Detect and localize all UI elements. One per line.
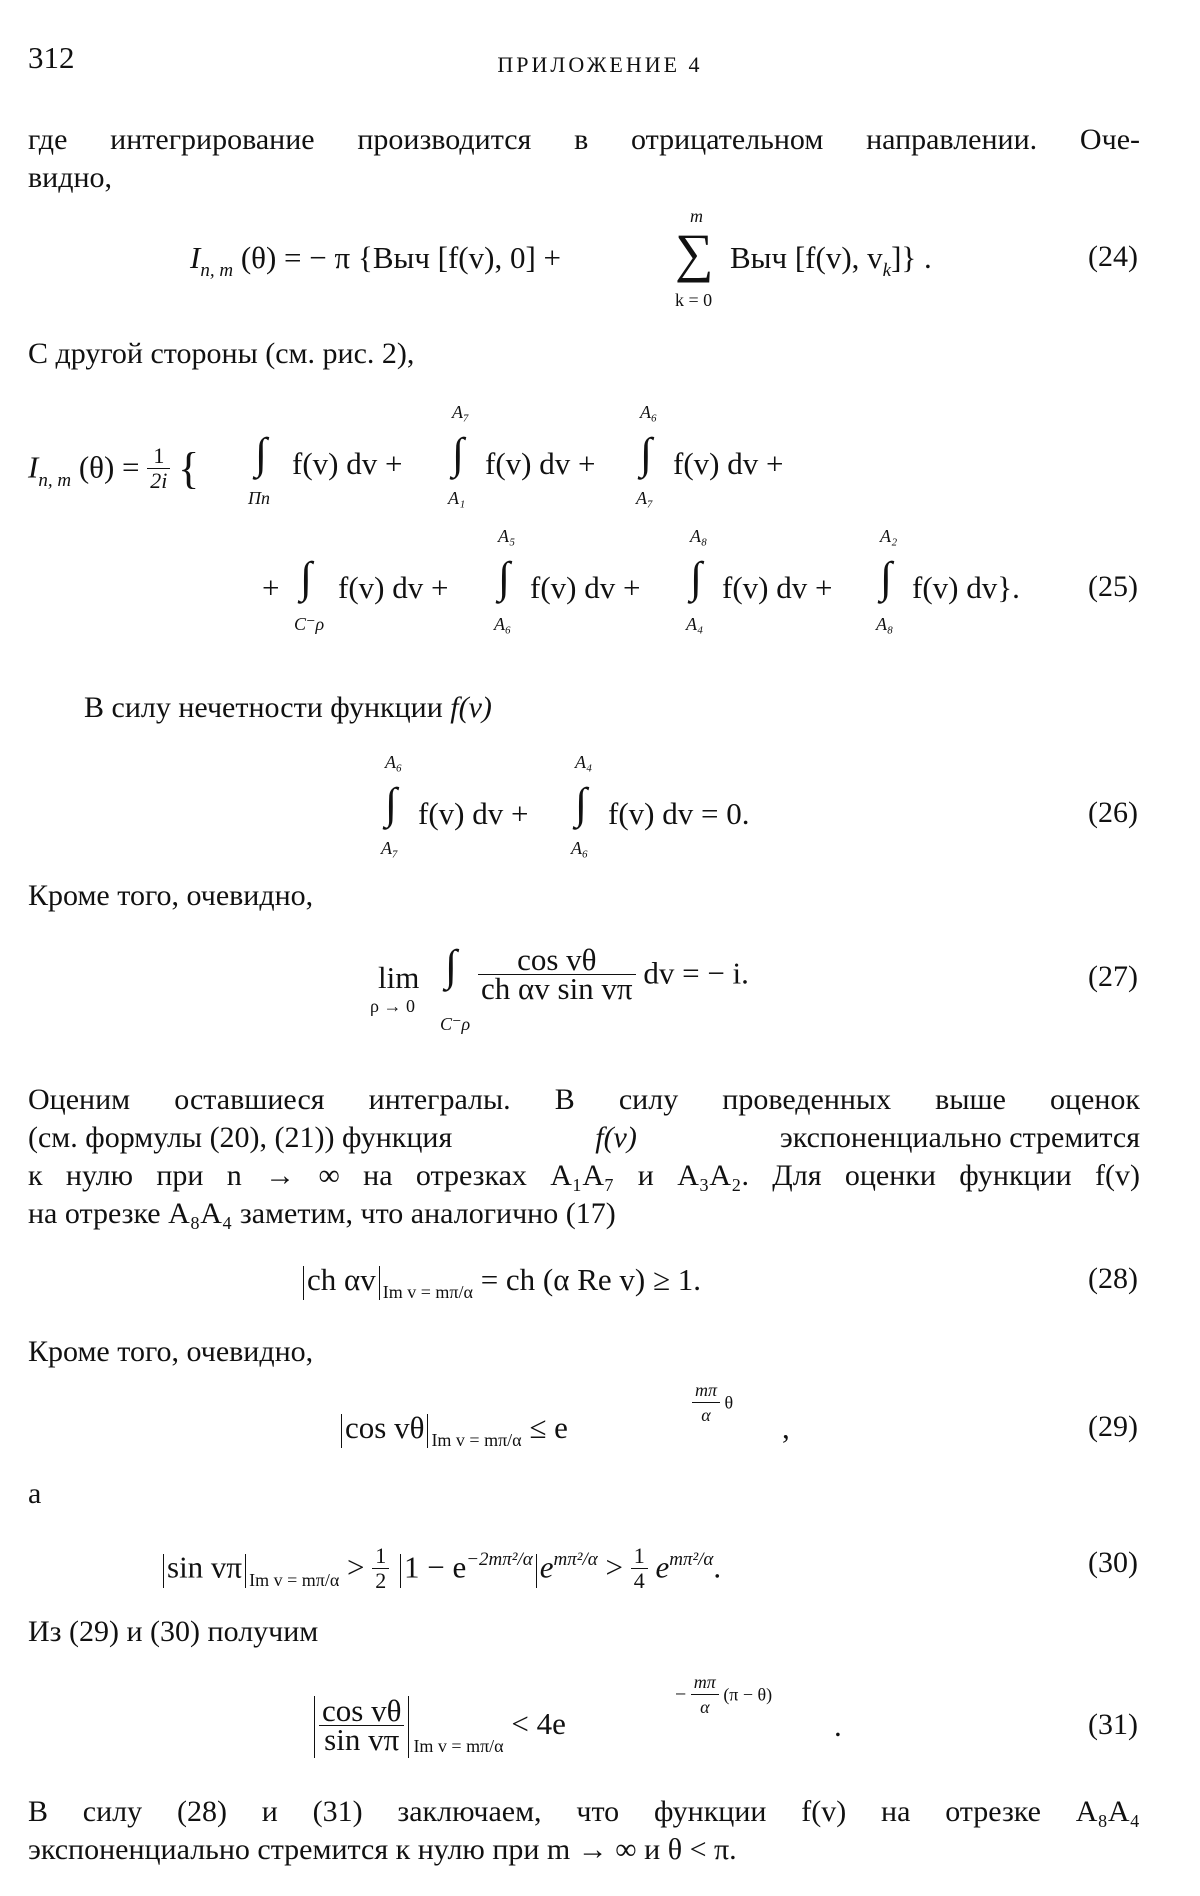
exponent [675,1672,772,1721]
integral-lower-limit: A₄ [686,614,704,634]
integral-upper-limit: A₈ [690,526,708,546]
eq-relation: ≤ e [529,1410,568,1445]
summation-sign: ∑ [675,223,714,283]
exp-sign: − [675,1683,687,1706]
equation-number: (29) [1088,1410,1138,1443]
eq-end: . [713,1549,722,1585]
integral-sign: ∫ [690,553,703,602]
integral-upper-limit: A₄ [575,752,593,772]
integral-lower-limit: A₇ [636,488,654,508]
equation-number: (25) [1088,570,1138,603]
function-symbol: f(v) [595,1121,637,1154]
eq-lhs: ch αv [307,1262,376,1297]
eq-relation: < 4e [511,1706,566,1742]
integral-lower-limit: A₈ [876,614,894,634]
sum-upper-limit: m [690,206,703,226]
integral-upper-limit: A₅ [498,526,516,546]
equation-number: (26) [1088,796,1138,829]
page-number: 312 [28,40,75,75]
eq-lhs-arg: (θ) = [78,449,140,485]
eq-lhs-sub: n, m [200,260,234,281]
paragraph-line: а [28,1477,42,1510]
integral-sign: ∫ [640,429,653,478]
integral-sign: ∫ [445,941,458,990]
integrand: f(v) dv + [485,446,596,481]
limit-word: lim [378,960,420,995]
quarter-fraction [631,1544,648,1593]
exp-fraction [692,1378,720,1427]
exp-num: mπ [692,1378,720,1403]
paragraph-line: В силу (28) и (31) заключаем, что функции f(v) на отрезке A₈A₄ [28,1795,1140,1828]
integrand: f(v) dv}. [912,570,1020,605]
paragraph-line: Кроме того, очевидно, [28,879,314,912]
integral-lower-limit: A₇ [381,838,399,858]
eq-term: ]} . [891,240,932,275]
eq-lhs-sub: n, m [38,469,72,491]
eq-fraction [319,1692,404,1757]
integral-lower-limit: A₆ [571,838,589,858]
eq-lhs: I [28,449,39,485]
frac-den: ch αv sin vπ [481,971,633,1006]
exp-num: mπ [691,1670,719,1695]
integral-upper-limit: A₆ [640,402,658,422]
frac-num: cos vθ [319,1697,404,1726]
eq-lhs: sin vπ [167,1549,243,1585]
eq-term: Выч [f(v), v [730,240,883,275]
equation-number: (31) [1088,1708,1138,1741]
paragraph-line [28,1120,1140,1156]
exponent [692,1380,733,1429]
paragraph-text: экспоненциально стремится [779,1121,1140,1154]
integral-lower-limit: A₆ [494,614,512,634]
paragraph-text: (см. формулы (20), (21)) функция [28,1121,453,1154]
eq-relation: > [347,1549,365,1585]
integral-upper-limit: A₂ [880,526,898,546]
integrand: f(v) dv + [418,796,529,831]
exp-fraction [691,1670,719,1719]
paragraph-line: Оценим оставшиеся интегралы. В силу проведенных выше оценок [28,1083,1140,1116]
integral-sign: ∫ [300,553,313,602]
running-title: ПРИЛОЖЕНИЕ 4 [497,52,703,77]
integral-sign: ∫ [452,429,465,478]
integral-sign: ∫ [498,553,511,602]
paragraph-line: к нулю при n → ∞ на отрезках A₁A₇ и A₃A₂. Для оценки функции f(v) [28,1159,1140,1192]
integral-lower-limit: A₁ [448,488,466,508]
plus-sign: + [262,570,280,605]
eq-exponent: mπ²/α [553,1548,598,1570]
eq-end: , [782,1410,790,1445]
frac-den: sin vπ [324,1721,400,1757]
paragraph-line: видно, [28,161,113,194]
frac-num: 1 [631,1544,648,1569]
equation-number: (30) [1088,1546,1138,1579]
coef-num: 1 [147,444,170,469]
integrand: f(v) dv + [292,446,403,481]
integrand: f(v) dv + [722,570,833,605]
integral-upper-limit: A₇ [452,402,470,422]
frac-num: cos vθ [478,946,636,975]
integral-lower-limit: C⁻ρ [440,1014,471,1034]
limit-subscript: ρ → 0 [370,996,415,1016]
paragraph-line: на отрезке A₈A₄ заметим, что аналогично (17) [28,1197,616,1230]
eq-condition: Im v = mπ/α [431,1430,522,1450]
integral-lower-limit: C⁻ρ [294,614,325,634]
integrand: f(v) dv + [338,570,449,605]
coefficient-fraction [147,444,170,493]
eq-condition: Im v = mπ/α [382,1282,473,1302]
eq-term: e [539,1549,554,1585]
exp-tail: (π − θ) [723,1684,773,1705]
eq-condition: Im v = mπ/α [413,1736,504,1757]
paragraph-text: В силу нечетности функции [84,691,443,724]
exp-tail: θ [724,1392,734,1413]
integrand: f(v) dv + [673,446,784,481]
eq-rhs: dv = − i. [643,955,749,991]
paragraph-line: Кроме того, очевидно, [28,1335,314,1368]
equation-number: (28) [1088,1262,1138,1295]
exp-den: α [701,1405,711,1425]
integral-sign: ∫ [385,779,398,828]
integral-sign: ∫ [575,779,588,828]
eq-condition: Im v = mπ/α [249,1569,340,1590]
eq-lhs: I [190,240,201,275]
integral-sign: ∫ [880,553,893,602]
integral-upper-limit: A₆ [385,752,403,772]
paragraph-line: Из (29) и (30) получим [28,1615,319,1648]
paragraph-line: где интегрирование производится в отрицательном направлении. Оче- [28,123,1140,156]
integral-lower-limit: Πn [248,488,270,508]
frac-num: 1 [372,1544,389,1569]
eq-exponent: mπ²/α [669,1548,714,1570]
eq-lhs: cos vθ [345,1410,425,1445]
eq-exponent: −2mπ²/α [466,1548,533,1570]
eq-term-sub: k [882,260,892,281]
equation-number: (24) [1088,240,1138,273]
eq-rhs: = ch (α Re v) ≥ 1. [480,1262,702,1297]
function-symbol: f(v) [450,691,492,724]
sum-lower-limit: k = 0 [675,290,713,310]
frac-den: 4 [633,1568,645,1593]
integrand: f(v) dv + [530,570,641,605]
integrand: f(v) dv = 0. [608,796,750,831]
brace-open: { [178,443,200,493]
frac-den: 2 [375,1568,387,1593]
eq-lhs-arg: (θ) = − π [240,240,351,275]
half-fraction [372,1544,389,1593]
integrand-fraction [478,942,636,1006]
exp-den: α [700,1697,710,1717]
paragraph-line: экспоненциально стремится к нулю при m → ∞ и θ < π. [28,1833,737,1866]
paragraph-line [84,690,492,726]
paragraph-line: С другой стороны (см. рис. 2), [28,337,415,370]
eq-term: {Выч [f(v), 0] + [357,240,562,275]
integral-sign: ∫ [255,429,268,478]
coef-den: 2i [150,468,168,493]
eq-term: 1 − e [403,1549,467,1585]
eq-relation: > [605,1549,623,1585]
eq-end: . [834,1708,842,1743]
eq-term: e [655,1549,670,1585]
equation-number: (27) [1088,960,1138,993]
